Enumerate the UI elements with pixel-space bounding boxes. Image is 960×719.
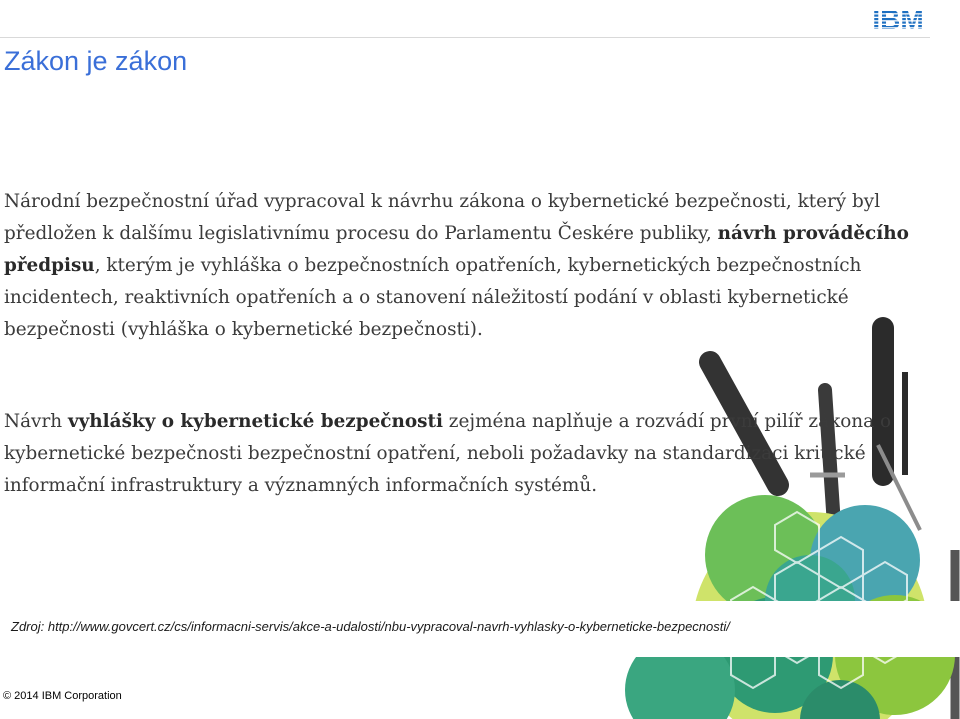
- slide-title: Zákon je zákon: [4, 46, 188, 76]
- source-box: [0, 601, 960, 657]
- svg-text:IBM: IBM: [872, 4, 924, 32]
- copyright-footer: © 2014 IBM Corporation: [3, 690, 122, 702]
- paragraph-decree-intro: Národní bezpečnostní úřad vypracoval k návrhu zákona o kybernetické bezpečnosti, který byl předložen k dalšímu legislativnímu procesu do Parlamentu Českére publiky, návrh prováděcího předpisu, kterým je vyhláška o bezpečnostních opatřeních, kybernetických bezpečnostních incidentech, reaktivních opatřeních a o stanovení náležitostí podání v oblasti kybernetické bezpečnosti (vyhláška o kybernetické bezpečnosti).: [4, 191, 909, 340]
- ibm-logo: [866, 4, 930, 32]
- paragraph-decree-content: Návrh vyhlášky o kybernetické bezpečnosti zejména naplňuje a rozvádí první pilíř zákona o kybernetické bezpečnosti bezpečnostní opatření, neboli požadavky na standardizaci kritické informační infrastruktury a významných informačních systémů.: [4, 411, 892, 496]
- source-link[interactable]: Zdroj: http://www.govcert.cz/cs/informacni-servis/akce-a-udalosti/nbu-vypracoval-navrh-vyhlasky-o-kyberneticke-bezpecnosti/: [11, 619, 730, 634]
- header-rule: [0, 37, 930, 38]
